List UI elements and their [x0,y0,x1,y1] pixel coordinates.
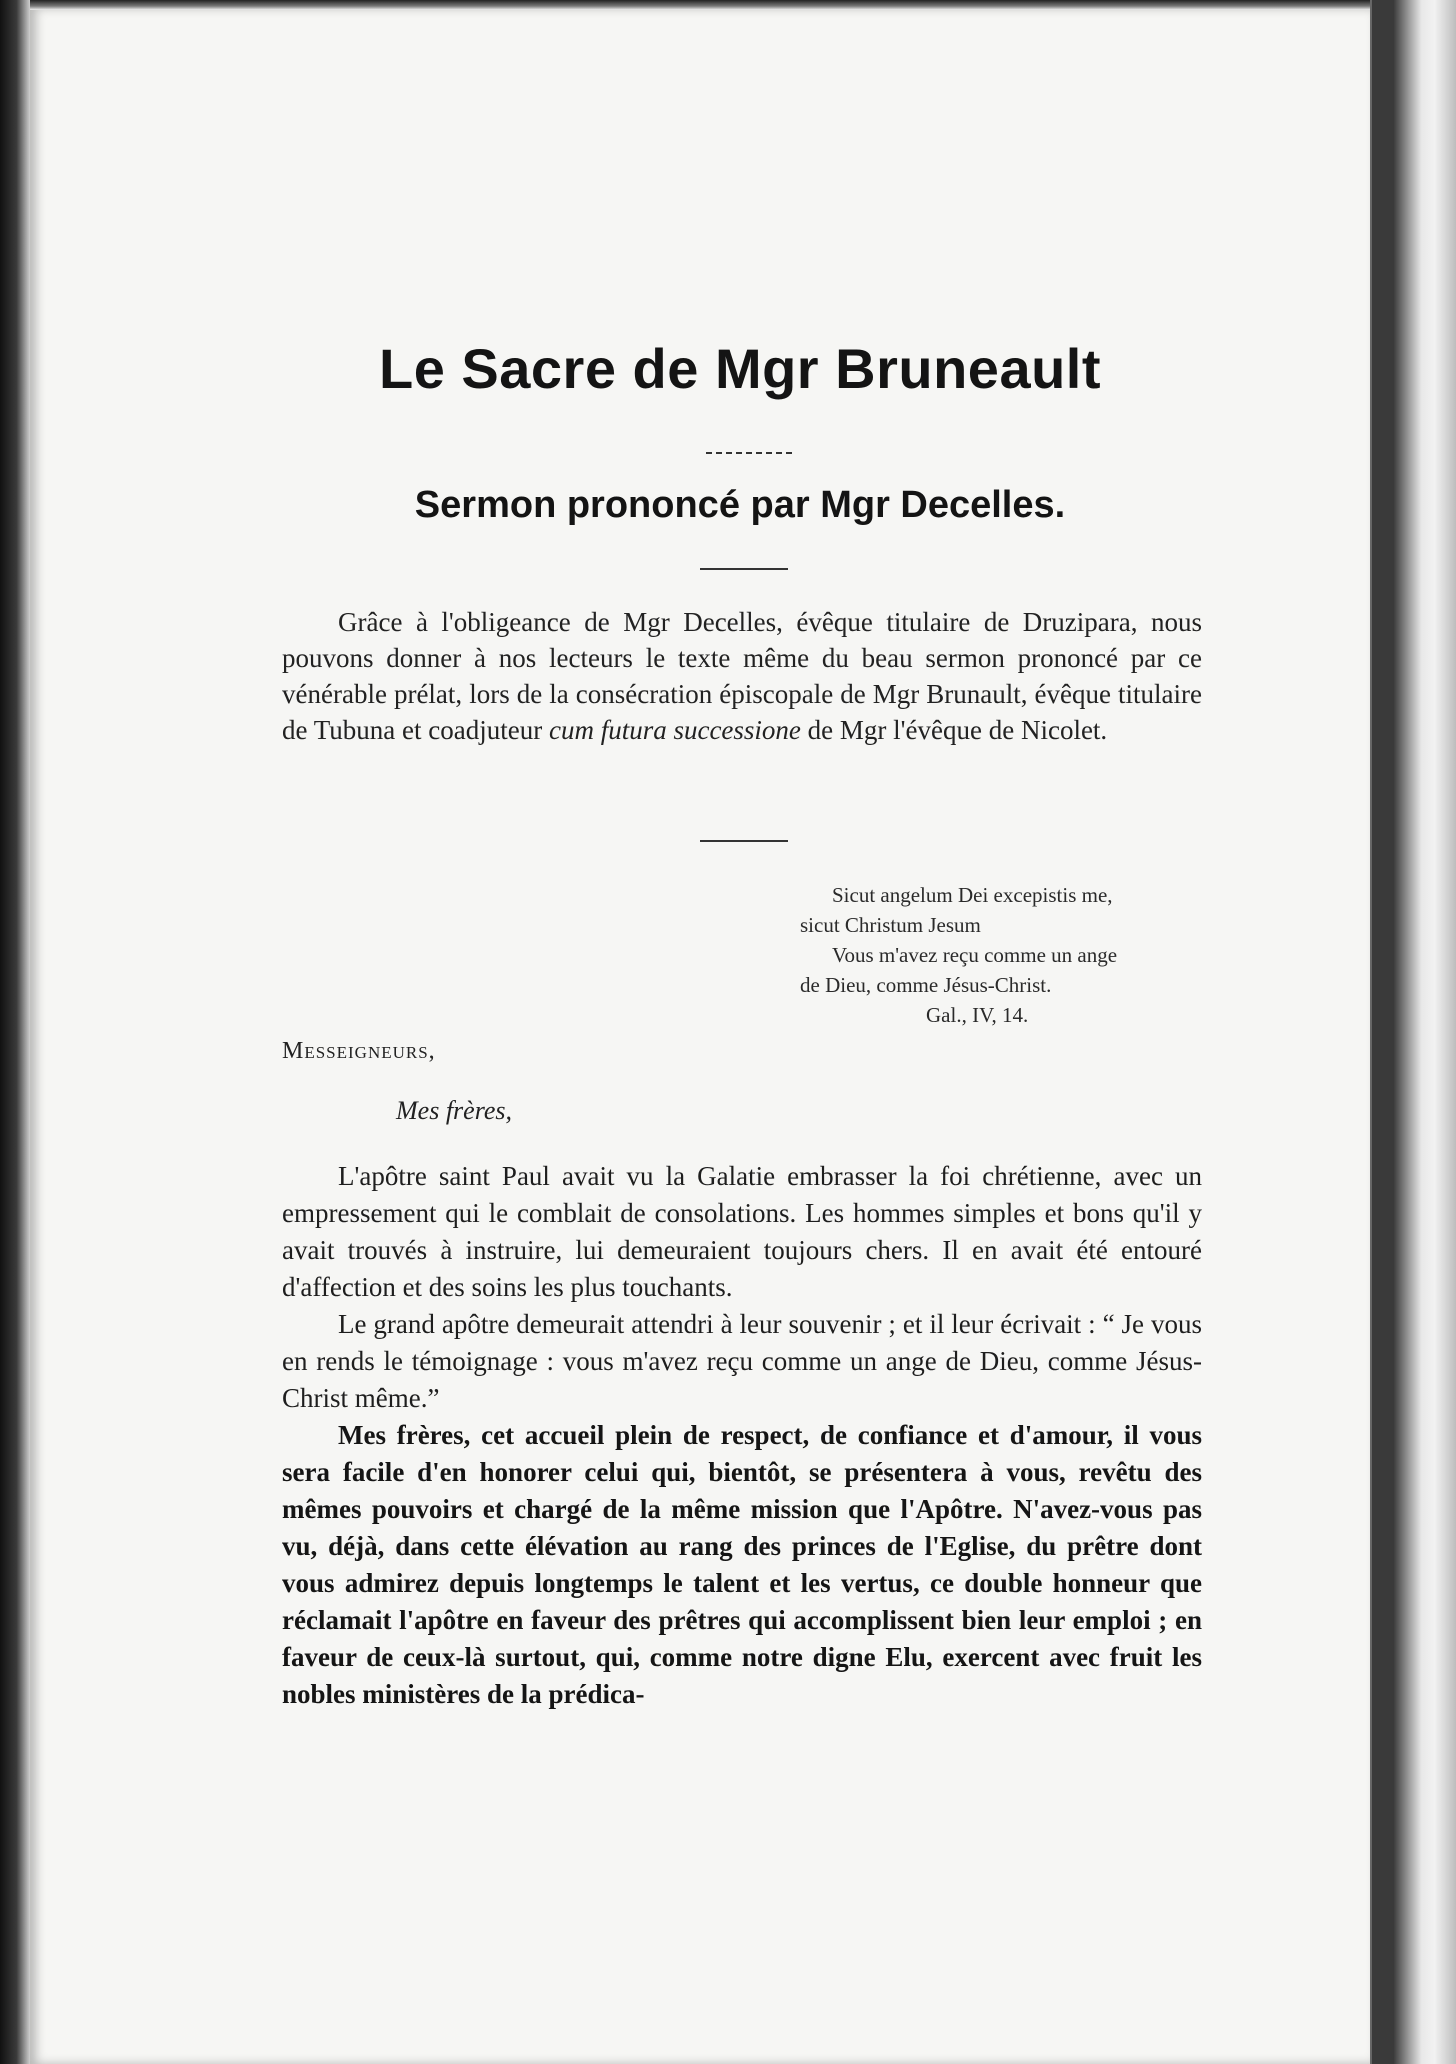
article-subtitle: Sermon prononcé par Mgr Decelles. [414,484,1066,526]
address-line: Mes frères, [396,1096,513,1125]
intro-text-start: Grâce à l'obligeance de Mgr Decelles, évêque titulaire de Druzipara, nous pouvons donner à nos lecteurs le texte même du beau sermon prononcé par ce vénérable prélat, lors de la consécration épiscopale de Mgr Brunault, évêque titulaire de Tubuna et coadjuteur [282,607,1202,745]
sermon-paragraph-3: Mes frères, cet accueil plein de respect, de confiance et d'amour, il vous sera facile d'en honorer celui qui, bientôt, se présentera à vous, revêtu des mêmes pouvoirs et chargé de la même mission que l'Apôtre. N'avez-vous pas vu, déjà, dans cette élévation au rang des princes de l'Eglise, du prêtre dont vous admirez depuis longtemps le talent et les vertus, ce double honneur que réclamait l'apôtre en faveur des prêtres qui accomplissent bien leur emploi ; en faveur de ceux-là surtout, qui, comme notre digne Elu, exercent avec fruit les nobles ministères de la prédica- [282,1420,1202,1709]
epigraph [800,880,1210,1030]
epigraph-latin-line-2: sicut Christum Jesum [800,913,981,937]
sermon-paragraph-2: Le grand apôtre demeurait attendri à leur souvenir ; et il leur écrivait : “ Je vous en rends le témoignage : vous m'avez reçu comme un ange de Dieu, comme Jésus-Christ même.” [282,1309,1202,1413]
intro-paragraph [282,604,1202,748]
epigraph-latin-line-1: Sicut angelum Dei excepistis me, [832,883,1113,907]
article-title: Le Sacre de Mgr Bruneault [378,337,1101,400]
epigraph-french-line-1: Vous m'avez reçu comme un ange [832,943,1118,967]
title-divider [706,452,792,454]
epigraph-french-line-2: de Dieu, comme Jésus-Christ. [800,973,1052,997]
scan-binding-edge [0,0,30,2064]
intro-latin-phrase: cum futura successione [548,715,801,745]
sermon-paragraph-1: L'apôtre saint Paul avait vu la Galatie embrasser la foi chrétienne, avec un empressement qui le comblait de consolations. Les hommes simples et bons qu'il y avait trouvés à instruire, lui demeuraient toujours chers. Il en avait été entouré d'affection et des soins les plus touchants. [282,1161,1202,1302]
page-sheet [30,8,1370,2064]
epigraph-reference: Gal., IV, 14. [926,1003,1029,1027]
scan-top-edge [30,0,1370,10]
subtitle-divider [700,568,788,570]
salutation: Messeigneurs, [282,1038,436,1064]
intro-divider [700,840,788,842]
spine-shadow [1372,0,1394,2064]
intro-text-end: de Mgr l'évêque de Nicolet. [800,715,1108,745]
sermon-body [282,1158,1202,1713]
